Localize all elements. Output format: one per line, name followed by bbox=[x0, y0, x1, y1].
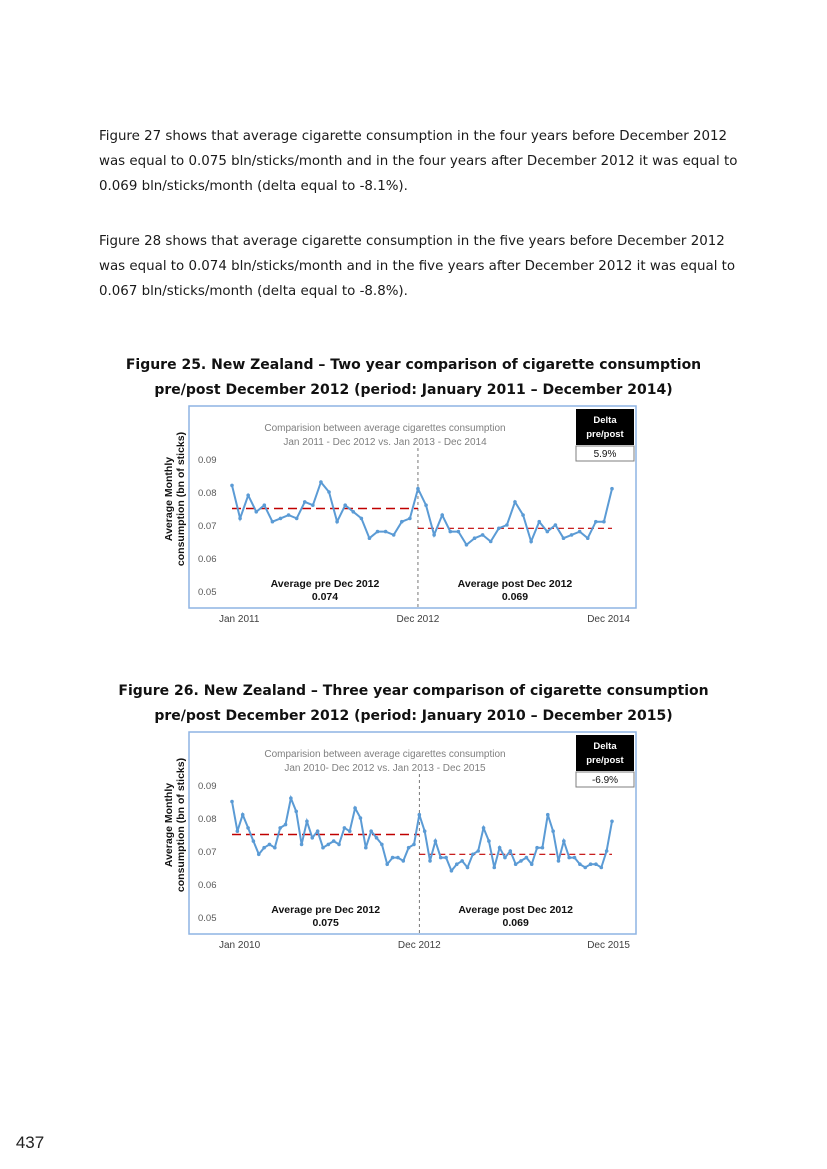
delta-value: -6.9% bbox=[591, 775, 619, 786]
data-point bbox=[360, 517, 364, 521]
data-point bbox=[279, 517, 283, 521]
data-point bbox=[246, 494, 250, 498]
page-number: 437 bbox=[15, 1133, 45, 1152]
data-point bbox=[254, 510, 258, 514]
data-point bbox=[583, 866, 587, 870]
delta-header-line-1: Delta bbox=[593, 415, 617, 426]
data-point bbox=[525, 856, 529, 860]
data-point bbox=[492, 866, 496, 870]
data-point bbox=[300, 843, 304, 847]
data-point bbox=[554, 523, 558, 527]
pre-average-value: 0.074 bbox=[311, 591, 339, 603]
post-average-value: 0.069 bbox=[502, 917, 529, 929]
y-tick-label: 0.07 bbox=[198, 847, 217, 858]
data-point bbox=[375, 836, 379, 840]
data-point bbox=[530, 862, 534, 866]
data-point bbox=[482, 826, 486, 830]
data-point bbox=[546, 530, 550, 534]
y-tick-label: 0.07 bbox=[198, 521, 217, 532]
data-point bbox=[505, 523, 509, 527]
data-point bbox=[428, 859, 432, 863]
y-tick-label: 0.05 bbox=[198, 913, 217, 924]
body-paragraph-1 bbox=[99, 124, 739, 199]
data-point bbox=[332, 839, 336, 843]
x-tick-label: Dec 2015 bbox=[587, 940, 630, 951]
data-point bbox=[444, 856, 448, 860]
caption-line-2: pre/post December 2012 (period: January 2011 – December 2014) bbox=[154, 382, 673, 398]
data-point bbox=[407, 846, 411, 850]
data-point bbox=[562, 839, 566, 843]
figure-26-caption bbox=[60, 679, 767, 729]
data-point bbox=[423, 829, 427, 833]
data-point bbox=[439, 856, 443, 860]
y-axis-label-line-1: Average Monthly bbox=[163, 456, 175, 542]
data-point bbox=[335, 520, 339, 524]
delta-header-line-2: pre/post bbox=[586, 755, 624, 766]
figure-25-chart bbox=[160, 404, 650, 634]
data-point bbox=[359, 816, 363, 820]
data-point bbox=[246, 826, 250, 830]
data-point bbox=[303, 500, 307, 504]
data-point bbox=[498, 846, 502, 850]
data-point bbox=[605, 849, 609, 853]
data-point bbox=[284, 823, 288, 827]
data-point bbox=[353, 806, 357, 810]
data-point bbox=[434, 839, 438, 843]
chart-svg bbox=[160, 730, 650, 960]
data-point bbox=[514, 862, 518, 866]
figure-26-chart bbox=[160, 730, 650, 960]
y-tick-label: 0.06 bbox=[198, 554, 217, 565]
data-point bbox=[602, 520, 606, 524]
x-tick-label: Dec 2012 bbox=[397, 940, 441, 951]
data-point bbox=[455, 862, 459, 866]
paragraph-text: Figure 28 shows that average cigarette consumption in the five years before December 2012 was equal to 0.074 bln/sticks/month and in the five years after December 2012 it was equal to 0.067 bln/sticks/month (delta equal to -8.8%). bbox=[99, 234, 736, 299]
data-point bbox=[424, 503, 428, 507]
data-point bbox=[257, 853, 261, 857]
data-point bbox=[321, 846, 325, 850]
data-point bbox=[509, 849, 513, 853]
data-point bbox=[369, 829, 373, 833]
post-average-label: Average post Dec 2012 bbox=[457, 578, 573, 590]
data-point bbox=[295, 517, 299, 521]
data-point bbox=[448, 530, 452, 534]
delta-header-line-1: Delta bbox=[593, 741, 617, 752]
data-point bbox=[610, 820, 614, 824]
data-point bbox=[594, 862, 598, 866]
data-point bbox=[573, 856, 577, 860]
data-point bbox=[578, 862, 582, 866]
data-point bbox=[570, 533, 574, 537]
data-point bbox=[273, 846, 277, 850]
data-point bbox=[529, 540, 533, 544]
data-point bbox=[519, 859, 523, 863]
data-point bbox=[481, 533, 485, 537]
data-point bbox=[578, 530, 582, 534]
delta-value: 5.9% bbox=[593, 449, 617, 460]
caption-line-2: pre/post December 2012 (period: January 2010 – December 2015) bbox=[154, 708, 673, 724]
data-point bbox=[594, 520, 598, 524]
y-tick-label: 0.05 bbox=[198, 587, 217, 598]
data-point bbox=[263, 503, 267, 507]
data-point bbox=[537, 520, 541, 524]
pre-average-label: Average pre Dec 2012 bbox=[270, 578, 380, 590]
data-point bbox=[311, 503, 315, 507]
data-point bbox=[440, 513, 444, 517]
data-point bbox=[503, 856, 507, 860]
data-point bbox=[316, 829, 320, 833]
data-point bbox=[351, 510, 355, 514]
data-point bbox=[380, 843, 384, 847]
data-point bbox=[589, 862, 593, 866]
data-point bbox=[385, 862, 389, 866]
data-point bbox=[535, 846, 539, 850]
data-point bbox=[271, 520, 275, 524]
data-point bbox=[343, 503, 347, 507]
data-point bbox=[466, 866, 470, 870]
data-point bbox=[238, 517, 242, 521]
y-tick-label: 0.08 bbox=[198, 488, 217, 499]
data-point bbox=[471, 853, 475, 857]
chart-title-line-1: Comparision between average cigarettes consumption bbox=[264, 423, 506, 434]
data-point bbox=[521, 513, 525, 517]
data-point bbox=[241, 813, 245, 817]
data-point bbox=[294, 810, 298, 814]
data-point bbox=[599, 866, 603, 870]
figure-25-caption bbox=[60, 353, 767, 403]
data-point bbox=[392, 533, 396, 537]
data-point bbox=[327, 490, 331, 494]
data-point bbox=[401, 859, 405, 863]
data-point bbox=[278, 826, 282, 830]
data-point bbox=[476, 849, 480, 853]
data-point bbox=[252, 839, 256, 843]
chart-title-line-2: Jan 2011 - Dec 2012 vs. Jan 2013 - Dec 2014 bbox=[283, 437, 487, 448]
data-point bbox=[376, 530, 380, 534]
post-average-label: Average post Dec 2012 bbox=[458, 904, 573, 916]
paragraph-text: Figure 27 shows that average cigarette consumption in the four years before December 2012 was equal to 0.075 bln/sticks/month and in the four years after December 2012 it was equal to 0.069 bln/sticks/month (delta equal to -8.1%). bbox=[99, 129, 738, 194]
data-point bbox=[408, 517, 412, 521]
data-point bbox=[400, 520, 404, 524]
data-point bbox=[391, 856, 395, 860]
data-point bbox=[418, 813, 422, 817]
data-point bbox=[541, 846, 545, 850]
chart-svg bbox=[160, 404, 650, 634]
data-point bbox=[450, 869, 454, 873]
y-axis-label-line-2: consumption (bn of sticks) bbox=[175, 757, 187, 893]
data-point bbox=[384, 530, 388, 534]
x-tick-label: Dec 2014 bbox=[587, 614, 630, 625]
data-point bbox=[562, 536, 566, 540]
data-point bbox=[230, 800, 234, 804]
data-point bbox=[412, 843, 416, 847]
data-point bbox=[268, 843, 272, 847]
delta-header-line-2: pre/post bbox=[586, 429, 624, 440]
x-tick-label: Dec 2012 bbox=[396, 614, 440, 625]
x-tick-label: Jan 2010 bbox=[219, 940, 261, 951]
data-point bbox=[460, 859, 464, 863]
data-point bbox=[497, 527, 501, 531]
data-point bbox=[551, 829, 555, 833]
data-point bbox=[289, 796, 293, 800]
data-point bbox=[557, 859, 561, 863]
data-point bbox=[327, 843, 331, 847]
data-point bbox=[396, 856, 400, 860]
body-paragraph-2 bbox=[99, 229, 739, 304]
data-point bbox=[487, 839, 491, 843]
data-point bbox=[465, 543, 469, 547]
data-point bbox=[457, 530, 461, 534]
data-point bbox=[586, 536, 590, 540]
caption-line-1: Figure 26. New Zealand – Three year comparison of cigarette consumption bbox=[118, 683, 709, 699]
data-point bbox=[368, 536, 372, 540]
y-tick-label: 0.09 bbox=[198, 455, 217, 466]
y-tick-label: 0.08 bbox=[198, 814, 217, 825]
chart-title-line-2: Jan 2010- Dec 2012 vs. Jan 2013 - Dec 2015 bbox=[284, 763, 486, 774]
y-tick-label: 0.09 bbox=[198, 781, 217, 792]
data-point bbox=[343, 826, 347, 830]
y-tick-label: 0.06 bbox=[198, 880, 217, 891]
data-point bbox=[513, 500, 517, 504]
data-point bbox=[546, 813, 550, 817]
data-point bbox=[489, 540, 493, 544]
data-point bbox=[364, 846, 368, 850]
data-point bbox=[337, 843, 341, 847]
pre-average-label: Average pre Dec 2012 bbox=[271, 904, 381, 916]
data-point bbox=[319, 480, 323, 484]
data-point bbox=[416, 487, 420, 491]
caption-line-1: Figure 25. New Zealand – Two year comparison of cigarette consumption bbox=[125, 357, 702, 373]
data-point bbox=[473, 536, 477, 540]
data-point bbox=[287, 513, 291, 517]
data-point bbox=[432, 533, 436, 537]
post-average-value: 0.069 bbox=[501, 591, 529, 603]
y-axis-label-line-1: Average Monthly bbox=[163, 782, 175, 868]
data-point bbox=[348, 829, 352, 833]
data-point bbox=[230, 484, 234, 488]
data-point bbox=[610, 487, 614, 491]
data-point bbox=[262, 846, 266, 850]
data-point bbox=[236, 829, 240, 833]
data-point bbox=[567, 856, 571, 860]
data-point bbox=[310, 836, 314, 840]
y-axis-label-line-2: consumption (bn of sticks) bbox=[175, 431, 187, 567]
pre-average-value: 0.075 bbox=[312, 917, 339, 929]
data-point bbox=[305, 820, 309, 824]
x-tick-label: Jan 2011 bbox=[219, 614, 260, 625]
chart-title-line-1: Comparision between average cigarettes consumption bbox=[264, 749, 506, 760]
